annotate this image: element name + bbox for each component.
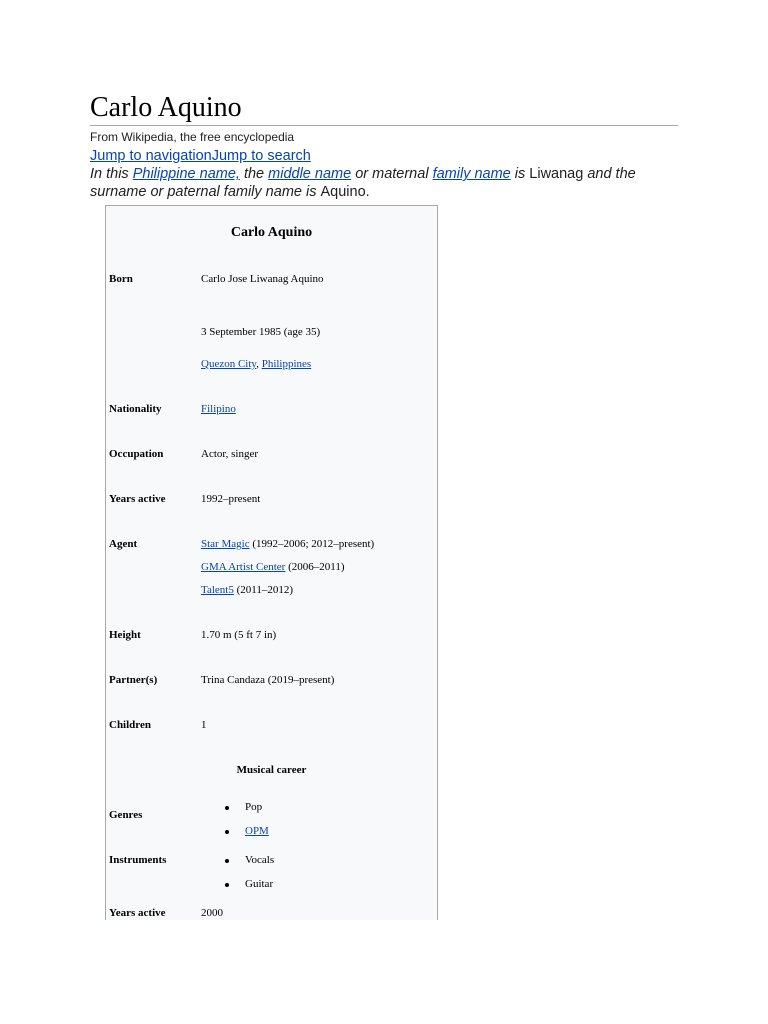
- agent-3-years: (2011–2012): [233, 584, 293, 596]
- philippines-link[interactable]: Philippines: [261, 358, 312, 370]
- height-label: Height: [109, 629, 141, 641]
- page-title: Carlo Aquino: [90, 92, 242, 123]
- genres-label: Genres: [109, 809, 143, 821]
- born-place: [201, 358, 311, 370]
- star-magic-link[interactable]: Star Magic: [201, 538, 250, 550]
- agent-2-years: (2006–2011): [285, 561, 345, 573]
- years-active-value: 1992–present: [201, 493, 261, 505]
- musical-career-header: Musical career: [236, 764, 307, 776]
- quezon-city-link[interactable]: Quezon City: [201, 358, 257, 370]
- genre-pop: Pop: [245, 801, 263, 813]
- children-label: Children: [109, 719, 151, 731]
- instrument-vocals: Vocals: [245, 854, 275, 866]
- agent-1-years: (1992–2006; 2012–present): [249, 538, 375, 550]
- instruments-label: Instruments: [109, 854, 167, 866]
- occupation-value: Actor, singer: [201, 448, 258, 460]
- article-header: [90, 90, 678, 201]
- middle-name-link[interactable]: middle name: [268, 166, 352, 182]
- place-separator: ,: [256, 358, 262, 370]
- philippine-name-link[interactable]: Philippine name,: [132, 166, 240, 182]
- born-label: Born: [109, 273, 133, 285]
- agent-label: Agent: [109, 538, 138, 550]
- filipino-link[interactable]: Filipino: [201, 403, 236, 415]
- instrument-guitar: Guitar: [245, 878, 274, 890]
- hatnote-text: In this: [90, 166, 133, 182]
- hatnote: [90, 165, 680, 201]
- hatnote-text: or maternal: [351, 166, 433, 182]
- occupation-label: Occupation: [109, 448, 164, 460]
- music-years-value: 2000: [201, 907, 223, 919]
- born-name: Carlo Jose Liwanag Aquino: [201, 273, 324, 285]
- partner-value: Trina Candaza (2019–present): [201, 674, 335, 686]
- agent-1: [201, 538, 374, 550]
- born-date: 3 September 1985 (age 35): [201, 326, 321, 338]
- years-active-label: Years active: [109, 493, 166, 505]
- paternal-name: Aquino.: [320, 184, 370, 200]
- infobox-title: Carlo Aquino: [230, 225, 313, 240]
- gma-artist-center-link[interactable]: GMA Artist Center: [201, 561, 286, 573]
- partner-label: Partner(s): [109, 674, 158, 686]
- opm-link[interactable]: OPM: [245, 825, 269, 837]
- jump-to-navigation-link[interactable]: Jump to navigation: [90, 148, 212, 164]
- hatnote-text: the: [239, 166, 269, 182]
- jump-to-search-link[interactable]: Jump to search: [211, 148, 311, 164]
- page-bottom: [0, 920, 768, 1024]
- music-years-label: Years active: [109, 907, 166, 919]
- nationality-label: Nationality: [109, 403, 162, 415]
- infobox: [105, 205, 438, 946]
- height-value: 1.70 m (5 ft 7 in): [201, 629, 277, 641]
- hatnote-text: is: [510, 166, 530, 182]
- jump-links: [90, 147, 678, 165]
- site-tagline: From Wikipedia, the free encyclopedia: [90, 130, 295, 144]
- children-value: 1: [201, 719, 207, 731]
- maternal-name: Liwanag: [529, 166, 584, 182]
- agent-2: [201, 561, 345, 573]
- talent5-link[interactable]: Talent5: [201, 584, 234, 596]
- agent-3: [201, 584, 293, 596]
- hatnote-text: and the surname or paternal family name is: [90, 166, 636, 200]
- family-name-link[interactable]: family name: [432, 166, 511, 182]
